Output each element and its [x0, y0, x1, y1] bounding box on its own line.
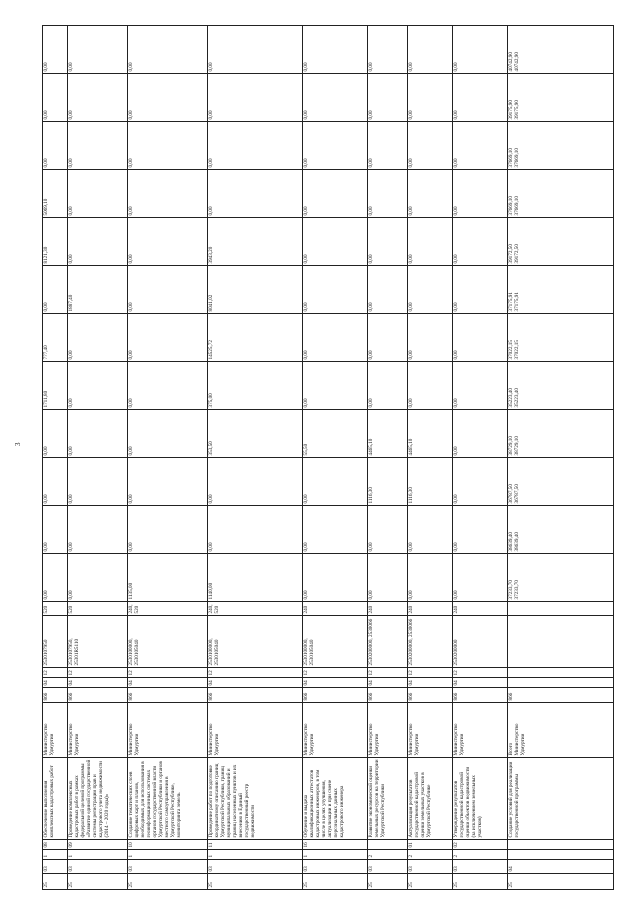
measure-name-cell: Утверждение результатов государственной кадастровой оценки объектов недвижимости (за исключением земельных участков) — [453, 758, 508, 840]
code-cell: 1 — [68, 850, 128, 860]
code-cell: 2 — [408, 850, 453, 860]
amount-cell: 35223,40 35223,40 — [508, 362, 614, 410]
table-row — [453, 26, 508, 890]
code-cell: 25 — [128, 874, 208, 890]
code-cell: 03 — [408, 860, 453, 874]
amount-cell: 0,00 — [43, 506, 68, 554]
executor-cell: Министерство Удмуртии — [68, 703, 128, 758]
code-cell: 02 — [453, 840, 508, 850]
code-cell: 03 — [208, 860, 303, 874]
pr-cell: 12 — [128, 668, 208, 678]
amount-cell: 0,00 — [128, 314, 208, 362]
amount-cell: 0,00 — [453, 218, 508, 266]
grbs-cell: 866 — [68, 688, 128, 703]
amount-cell: 5069,10 — [43, 170, 68, 218]
code-cell: 1 — [208, 850, 303, 860]
amount-cell: 38639,40 38639,40 — [508, 506, 614, 554]
amount-cell: 0,00 — [128, 410, 208, 458]
amount-cell: 0,00 — [68, 74, 128, 122]
code-cell: 11 — [208, 840, 303, 850]
executor-cell: Министерство Удмуртии — [368, 703, 408, 758]
amount-cell: 0,00 — [43, 458, 68, 506]
amount-cell: 0,00 — [453, 266, 508, 314]
rz-cell: 04 — [408, 678, 453, 688]
measure-name-cell: Проведение работ по подготовке координатному описанию границ Удмуртской Республики, границ муниципальных образований и границ населенных пунктов и их внесению в Единый государственный реестр недвижимости — [208, 758, 303, 840]
grbs-cell: 866 — [453, 688, 508, 703]
amount-cell: 0,00 — [408, 218, 453, 266]
amount-cell: 0,00 — [208, 122, 303, 170]
table-row — [68, 26, 128, 890]
amount-cell: 37669,10 37669,10 — [508, 170, 614, 218]
vr-cell: 240, 520 — [128, 602, 208, 616]
code-cell — [368, 840, 408, 850]
code-cell — [508, 850, 614, 860]
amount-cell: 0,00 — [303, 266, 368, 314]
amount-cell: 0,00 — [128, 122, 208, 170]
amount-cell: 0,00 — [303, 458, 368, 506]
amount-cell: 0,00 — [68, 26, 128, 74]
grbs-cell: 866 — [368, 688, 408, 703]
executor-cell: Министерство Удмуртии — [43, 703, 68, 758]
amount-cell: 0,00 — [453, 170, 508, 218]
measure-name-cell: Обеспечение выполнения комплексных кадастровых работ — [43, 758, 68, 840]
rz-cell: 04 — [43, 678, 68, 688]
rz-cell: 04 — [208, 678, 303, 688]
amount-cell: 0,00 — [128, 362, 208, 410]
amount-cell: 4465,10 — [368, 410, 408, 458]
vr-cell: 520 — [68, 602, 128, 616]
amount-cell: 8041,02 — [208, 266, 303, 314]
amount-cell: 0,00 — [303, 170, 368, 218]
amount-cell: 0,00 — [68, 458, 128, 506]
amount-cell: 0,00 — [453, 26, 508, 74]
csr-cell: 2530100000, 2530105040 — [303, 616, 368, 668]
amount-cell: 0,00 — [453, 410, 508, 458]
pr-cell: 12 — [208, 668, 303, 678]
amount-cell: 0,00 — [368, 554, 408, 602]
grbs-cell: 866 — [208, 688, 303, 703]
pr-cell: 12 — [453, 668, 508, 678]
amount-cell: 0,00 — [208, 458, 303, 506]
csr-cell: 2530100000, 2530105040 — [128, 616, 208, 668]
amount-cell: 0,00 — [368, 74, 408, 122]
amount-cell: 0,00 — [128, 218, 208, 266]
amount-cell: 14525,72 — [208, 314, 303, 362]
code-cell: 2 — [453, 850, 508, 860]
pr-cell: 12 — [408, 668, 453, 678]
rz-cell: 04 — [128, 678, 208, 688]
amount-cell: 0,00 — [43, 26, 68, 74]
csr-cell: 2530200000, 2530066 — [408, 616, 453, 668]
amount-cell: 0,00 — [303, 26, 368, 74]
grbs-cell: 866 — [303, 688, 368, 703]
amount-cell: 0,00 — [408, 170, 453, 218]
vr-cell: 240 — [408, 602, 453, 616]
amount-cell: 37233,70 37233,70 — [508, 554, 614, 602]
code-cell: 03 — [68, 860, 128, 874]
amount-cell: 0,00 — [303, 218, 368, 266]
amount-cell: 8121,30 — [43, 218, 68, 266]
executor-cell: Всего Министерство Удмуртии — [508, 703, 614, 758]
amount-cell: 0,00 — [208, 170, 303, 218]
amount-cell: 0,00 — [303, 122, 368, 170]
amount-cell: 3943,20 — [208, 218, 303, 266]
rz-cell — [508, 678, 614, 688]
code-cell: 25 — [453, 874, 508, 890]
amount-cell: 39172,50 39172,50 — [508, 218, 614, 266]
amount-cell: 0,00 — [368, 218, 408, 266]
csr-cell: 2530100000, 2530105040 — [208, 616, 303, 668]
amount-cell: 0,00 — [128, 26, 208, 74]
amount-cell: 0,00 — [68, 122, 128, 170]
csr-cell: 2530200000, 2530066 — [368, 616, 408, 668]
amount-cell: 0,00 — [128, 170, 208, 218]
vr-cell: 240, 520 — [208, 602, 303, 616]
code-cell: 25 — [303, 874, 368, 890]
code-cell: 2 — [368, 850, 408, 860]
amount-cell: 0,00 — [43, 410, 68, 458]
grbs-cell: 866 — [508, 688, 614, 703]
executor-cell: Министерство Удмуртии — [408, 703, 453, 758]
amount-cell: 0,00 — [408, 554, 453, 602]
code-cell: 03 — [368, 860, 408, 874]
code-cell: 03 — [128, 860, 208, 874]
amount-cell: 0,00 — [408, 506, 453, 554]
amount-cell: 1711,80 — [43, 362, 68, 410]
page-number: 3 — [14, 442, 22, 446]
code-cell: 04 — [508, 860, 614, 874]
amount-cell: 0,00 — [43, 266, 68, 314]
amount-cell: 0,00 — [68, 410, 128, 458]
code-cell: 03 — [453, 860, 508, 874]
amount-cell: 0,00 — [68, 554, 128, 602]
vr-cell — [508, 602, 614, 616]
amount-cell: 1116,30 — [408, 458, 453, 506]
amount-cell: 0,00 — [453, 362, 508, 410]
executor-cell: Министерство Удмуртии — [453, 703, 508, 758]
measure-name-cell: Создание условий для реализации государственной программы — [508, 758, 614, 840]
measure-name-cell: Проведение комплексных кадастровых работ в рамках федеральной целевой программы «Развитие единой государственной системы регистрации прав и кадастрового учета недвижимости (2014 – 2020 годы)» — [68, 758, 128, 840]
amount-cell: 0,00 — [68, 170, 128, 218]
amount-cell: 0,00 — [453, 458, 508, 506]
amount-cell: 1140,00 — [208, 554, 303, 602]
measure-name-cell: Развитие экономической оценки земельных ресурсов на территории Удмуртской Республики — [368, 758, 408, 840]
amount-cell: 0,00 — [128, 266, 208, 314]
amount-cell: 0,00 — [128, 74, 208, 122]
code-cell: 16 — [303, 840, 368, 850]
vr-cell: 520 — [43, 602, 68, 616]
csr-cell — [508, 616, 614, 668]
amount-cell: 0,00 — [408, 26, 453, 74]
code-cell: 25 — [43, 874, 68, 890]
amount-cell: 0,00 — [453, 314, 508, 362]
amount-cell: 0,00 — [303, 362, 368, 410]
code-cell: 01 — [408, 840, 453, 850]
amount-cell: 36787,50 36787,50 — [508, 458, 614, 506]
amount-cell: 38729,10 38729,10 — [508, 410, 614, 458]
code-cell: 10 — [128, 840, 208, 850]
executor-cell: Министерство Удмуртии — [303, 703, 368, 758]
amount-cell: 4465,10 — [408, 410, 453, 458]
amount-cell: 0,00 — [68, 506, 128, 554]
amount-cell: 0,00 — [208, 26, 303, 74]
amount-cell: 0,00 — [303, 506, 368, 554]
code-cell: 1 — [43, 850, 68, 860]
amount-cell: 0,00 — [43, 122, 68, 170]
code-cell: 1 — [303, 850, 368, 860]
table-row — [128, 26, 208, 890]
amount-cell: 0,00 — [368, 26, 408, 74]
amount-cell: 0,00 — [68, 362, 128, 410]
rz-cell: 04 — [368, 678, 408, 688]
code-cell: 25 — [208, 874, 303, 890]
code-cell: 03 — [43, 860, 68, 874]
pr-cell: 12 — [303, 668, 368, 678]
amount-cell: 1116,30 — [368, 458, 408, 506]
table-row — [408, 26, 453, 890]
csr-cell: 2530107950 — [43, 616, 68, 668]
code-cell: 1 — [128, 850, 208, 860]
table-row — [208, 26, 303, 890]
amount-cell: 0,00 — [408, 74, 453, 122]
amount-cell: 0,00 — [368, 122, 408, 170]
amount-cell: 0,00 — [408, 266, 453, 314]
code-cell: 25 — [508, 874, 614, 890]
grbs-cell: 866 — [43, 688, 68, 703]
amount-cell: 1887,40 — [68, 266, 128, 314]
amount-cell: 0,00 — [368, 314, 408, 362]
pr-cell: 12 — [368, 668, 408, 678]
rz-cell: 04 — [68, 678, 128, 688]
measure-name-cell: Создание тематических слоев цифровых карт и планов, необходимых для использования в геоинформационных системах органов государственной власти Удмуртской Республики и органов местного самоуправления в Удмуртской Республике, мониторинга земель — [128, 758, 208, 840]
amount-cell: 0,00 — [208, 74, 303, 122]
amount-cell: 37022,15 37022,15 — [508, 314, 614, 362]
amount-cell: 375,00 — [208, 362, 303, 410]
amount-cell: 353,50 — [208, 410, 303, 458]
csr-cell: 2530107950, 25301R5110 — [68, 616, 128, 668]
code-cell: 25 — [408, 874, 453, 890]
amount-cell: 0,00 — [453, 554, 508, 602]
program-finance-table — [42, 25, 614, 890]
amount-cell: 0,00 — [368, 266, 408, 314]
vr-cell: 240 — [303, 602, 368, 616]
amount-cell: 0,00 — [68, 314, 128, 362]
amount-cell: 0,00 — [43, 554, 68, 602]
pr-cell: 12 — [68, 668, 128, 678]
amount-cell: 37669,10 37669,10 — [508, 122, 614, 170]
code-cell: 25 — [68, 874, 128, 890]
amount-cell: 55,50 — [303, 410, 368, 458]
table-row — [43, 26, 68, 890]
grbs-cell: 866 — [128, 688, 208, 703]
amount-cell: 777,40 — [43, 314, 68, 362]
amount-cell: 39175,90 39175,90 — [508, 74, 614, 122]
amount-cell: 0,00 — [208, 506, 303, 554]
amount-cell: 0,00 — [303, 74, 368, 122]
vr-cell: 240 — [368, 602, 408, 616]
amount-cell: 0,00 — [408, 362, 453, 410]
amount-cell: 40742,90 40742,90 — [508, 26, 614, 74]
code-cell — [508, 840, 614, 850]
table-row — [368, 26, 408, 890]
vr-cell: 240 — [453, 602, 508, 616]
grbs-cell: 866 — [408, 688, 453, 703]
amount-cell: 0,00 — [453, 74, 508, 122]
amount-cell: 0,00 — [303, 314, 368, 362]
code-cell: 25 — [368, 874, 408, 890]
amount-cell: 0,00 — [408, 122, 453, 170]
pr-cell: 12 — [43, 668, 68, 678]
amount-cell: 0,00 — [408, 314, 453, 362]
code-cell: 09 — [68, 840, 128, 850]
pr-cell — [508, 668, 614, 678]
measure-name-cell: Обучение и выдача квалификационных аттестатов кадастровых инженеров, в том числе в целях улучшения, актуализации и при смене персональных данных кадастрового инженера — [303, 758, 368, 840]
amount-cell: 0,00 — [43, 74, 68, 122]
amount-cell: 0,00 — [128, 458, 208, 506]
code-cell: 03 — [303, 860, 368, 874]
amount-cell: 37175,91 37175,91 — [508, 266, 614, 314]
amount-cell: 0,00 — [368, 362, 408, 410]
rz-cell: 04 — [303, 678, 368, 688]
amount-cell: 0,00 — [453, 506, 508, 554]
amount-cell: 1135,00 — [128, 554, 208, 602]
table-row — [508, 26, 614, 890]
rz-cell: 04 — [453, 678, 508, 688]
amount-cell: 0,00 — [303, 554, 368, 602]
amount-cell: 0,00 — [128, 506, 208, 554]
measure-name-cell: Актуализация результатов государственной кадастровой оценки земельных участков в Удмуртской Республике — [408, 758, 453, 840]
table-row — [303, 26, 368, 890]
rotated-page — [42, 38, 614, 890]
amount-cell: 0,00 — [368, 506, 408, 554]
amount-cell: 0,00 — [68, 218, 128, 266]
amount-cell: 0,00 — [368, 170, 408, 218]
amount-cell: 0,00 — [453, 122, 508, 170]
csr-cell: 2530200000 — [453, 616, 508, 668]
code-cell: 08 — [43, 840, 68, 850]
executor-cell: Министерство Удмуртии — [128, 703, 208, 758]
executor-cell: Министерство Удмуртии — [208, 703, 303, 758]
